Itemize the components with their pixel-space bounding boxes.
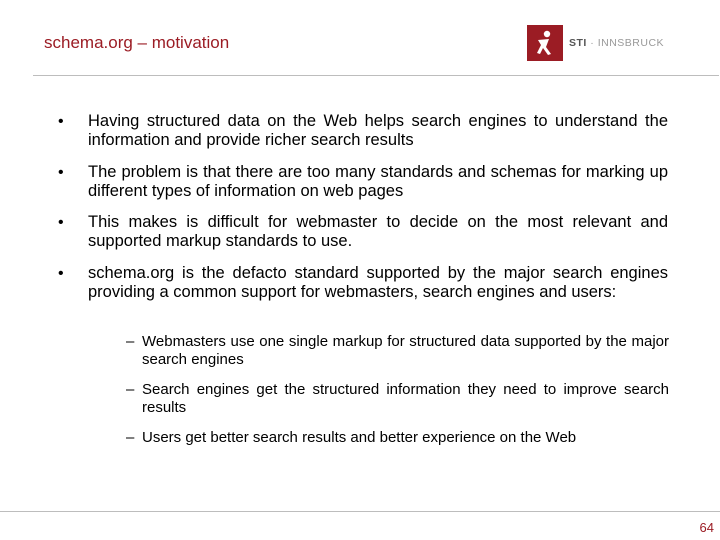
sub-bullet-text: Webmasters use one single markup for structured data supported by the major search engines — [142, 333, 669, 368]
logo-text — [569, 37, 664, 49]
slide-title: schema.org – motivation — [44, 33, 230, 52]
footer-divider — [0, 511, 720, 512]
bullet-text: The problem is that there are too many standards and schemas for marking up different types of information on web pages — [88, 163, 668, 200]
bullet-marker: • — [58, 113, 64, 130]
header-divider — [33, 75, 719, 76]
bullet-marker: • — [58, 164, 64, 181]
sti-innsbruck-logo — [527, 25, 664, 61]
sub-bullet-marker: – — [126, 429, 135, 446]
bullet-marker: • — [58, 265, 64, 282]
sub-bullet-marker: – — [126, 333, 135, 350]
sub-bullet-text: Search engines get the structured information they need to improve search results — [142, 381, 669, 416]
bullet-text: Having structured data on the Web helps search engines to understand the information and provide richer search results — [88, 112, 668, 149]
sti-runner-icon — [527, 25, 563, 61]
bullet-text: schema.org is the defacto standard supported by the major search engines providing a common support for webmasters, search engines and users: — [88, 264, 668, 301]
logo-text-secondary: INNSBRUCK — [597, 37, 665, 49]
sub-bullet-text: Users get better search results and better experience on the Web — [142, 429, 577, 446]
logo-text-primary: STI — [569, 37, 587, 49]
bullet-text: This makes is difficult for webmaster to decide on the most relevant and supported markup standards to use. — [88, 213, 668, 250]
bullet-marker: • — [58, 214, 64, 231]
page-number: 64 — [699, 520, 714, 535]
logo-separator: · — [586, 37, 598, 49]
sub-bullet-marker: – — [126, 381, 135, 398]
